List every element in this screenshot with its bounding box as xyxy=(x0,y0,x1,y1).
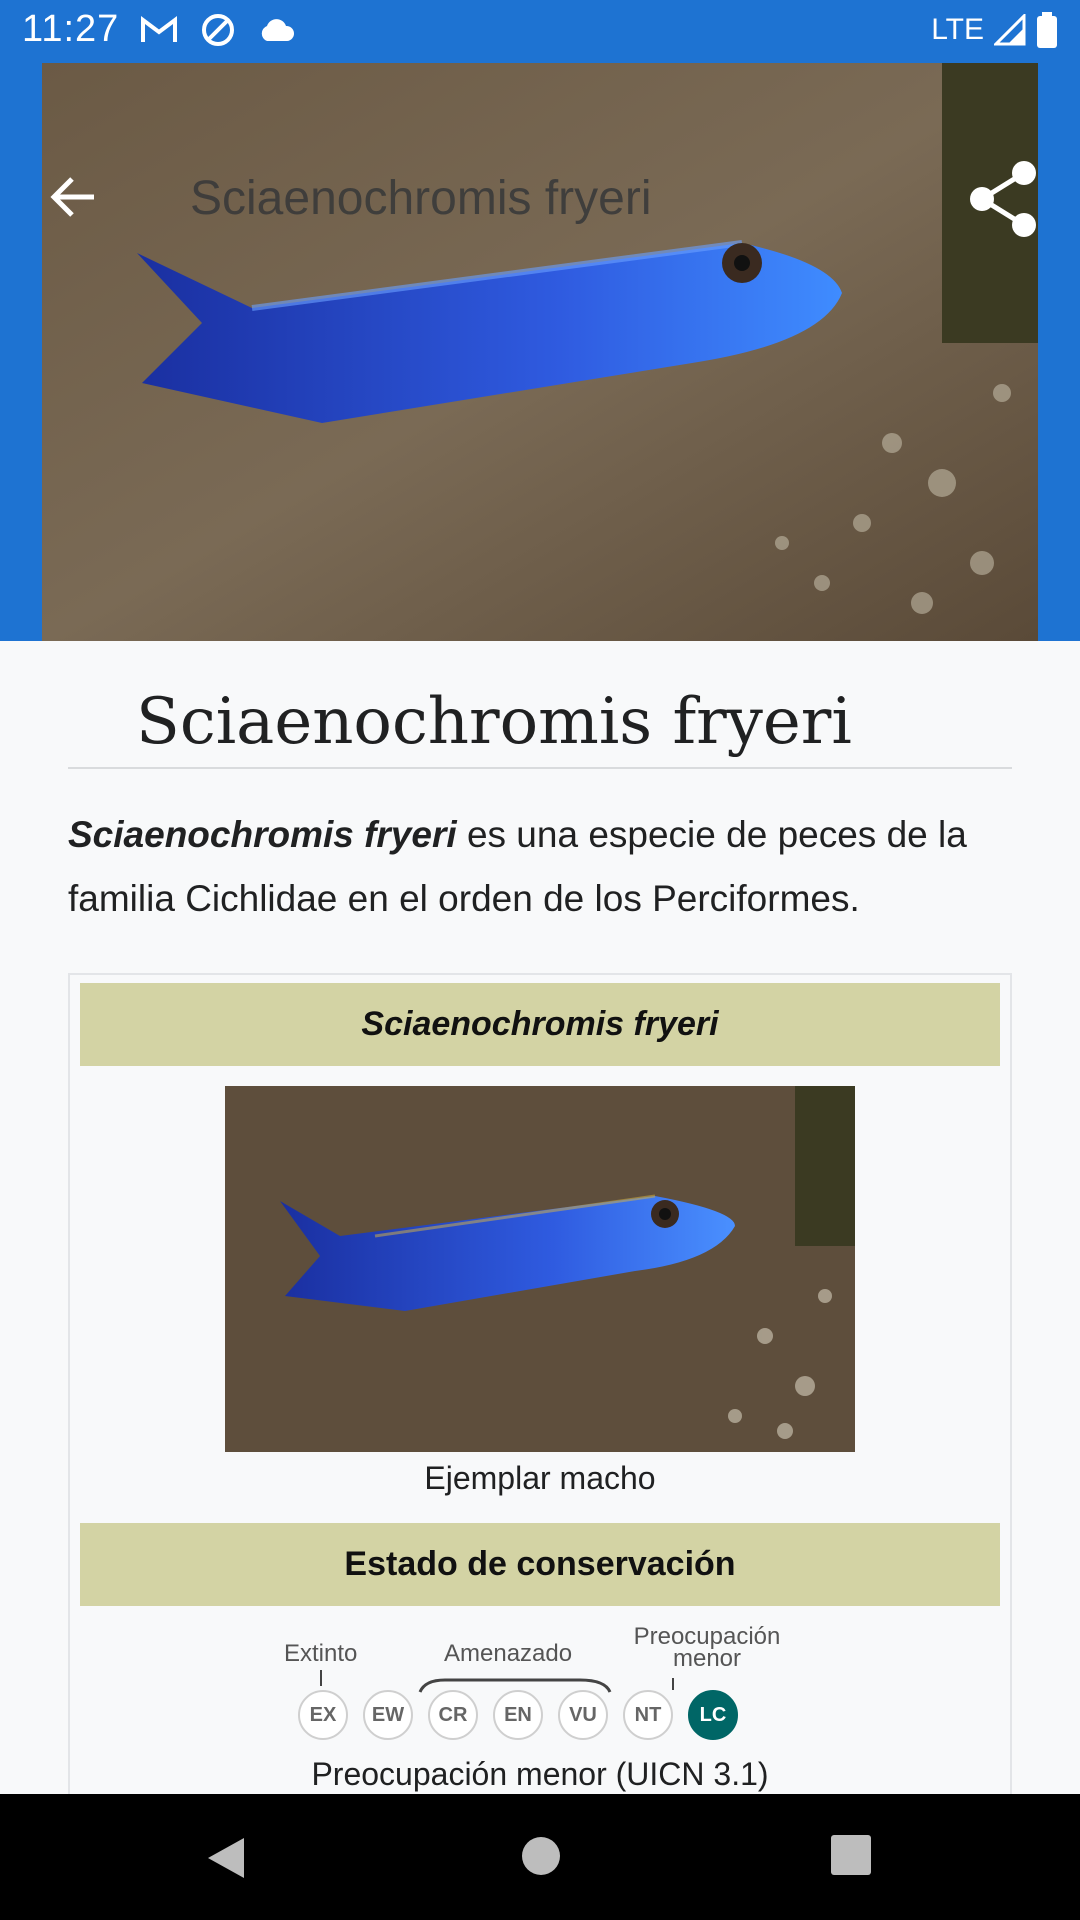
toolbar-title: Sciaenochromis fryeri xyxy=(190,172,652,225)
back-arrow-icon[interactable] xyxy=(44,167,104,227)
conservation-status-text[interactable]: Preocupación menor (UICN 3.1) xyxy=(311,1756,769,1792)
infobox xyxy=(68,973,1012,1818)
badge-ex: EX xyxy=(298,1690,348,1740)
network-type: LTE xyxy=(931,13,984,46)
share-icon[interactable] xyxy=(968,159,1040,239)
article xyxy=(68,641,1012,1818)
badge-ew: EW xyxy=(363,1690,413,1740)
badge-en: EN xyxy=(493,1690,543,1740)
label-threatened: Amenazado xyxy=(444,1640,573,1667)
label-least-concern: Preocupación menor xyxy=(633,1623,781,1672)
conservation-scale[interactable] xyxy=(80,1606,1000,1792)
nav-home-icon[interactable] xyxy=(519,1834,563,1878)
status-bar xyxy=(0,0,1080,63)
page-title: Sciaenochromis fryeri xyxy=(68,641,1012,769)
status-time: 11:27 xyxy=(22,8,120,50)
cloud-icon xyxy=(258,17,296,43)
infobox-header: Sciaenochromis fryeri xyxy=(80,983,1000,1066)
label-extinct: Extinto xyxy=(284,1640,358,1667)
signal-icon xyxy=(994,14,1026,46)
sync-icon xyxy=(200,12,236,48)
photo-caption: Ejemplar macho xyxy=(424,1460,656,1496)
nav-recents-icon[interactable] xyxy=(830,1834,872,1876)
navigation-bar xyxy=(0,1794,1080,1920)
infobox-photo[interactable] xyxy=(225,1086,855,1452)
hero-image xyxy=(42,63,1038,641)
battery-icon xyxy=(1036,12,1058,48)
lead-text: es una especie de peces de la familia Cichlidae en el orden de los Perciformes. xyxy=(68,814,967,919)
badge-vu: VU xyxy=(558,1690,608,1740)
gmail-icon xyxy=(140,15,178,45)
badge-lc: LC xyxy=(688,1690,738,1740)
badge-nt: NT xyxy=(623,1690,673,1740)
conservation-header: Estado de conservación xyxy=(80,1523,1000,1606)
badge-cr: CR xyxy=(428,1690,478,1740)
lead-species-name: Sciaenochromis fryeri xyxy=(68,814,457,855)
header-band xyxy=(0,63,1080,641)
nav-back-icon[interactable] xyxy=(204,1834,248,1882)
scale-brackets xyxy=(280,1666,680,1696)
lead-paragraph xyxy=(68,803,1012,931)
